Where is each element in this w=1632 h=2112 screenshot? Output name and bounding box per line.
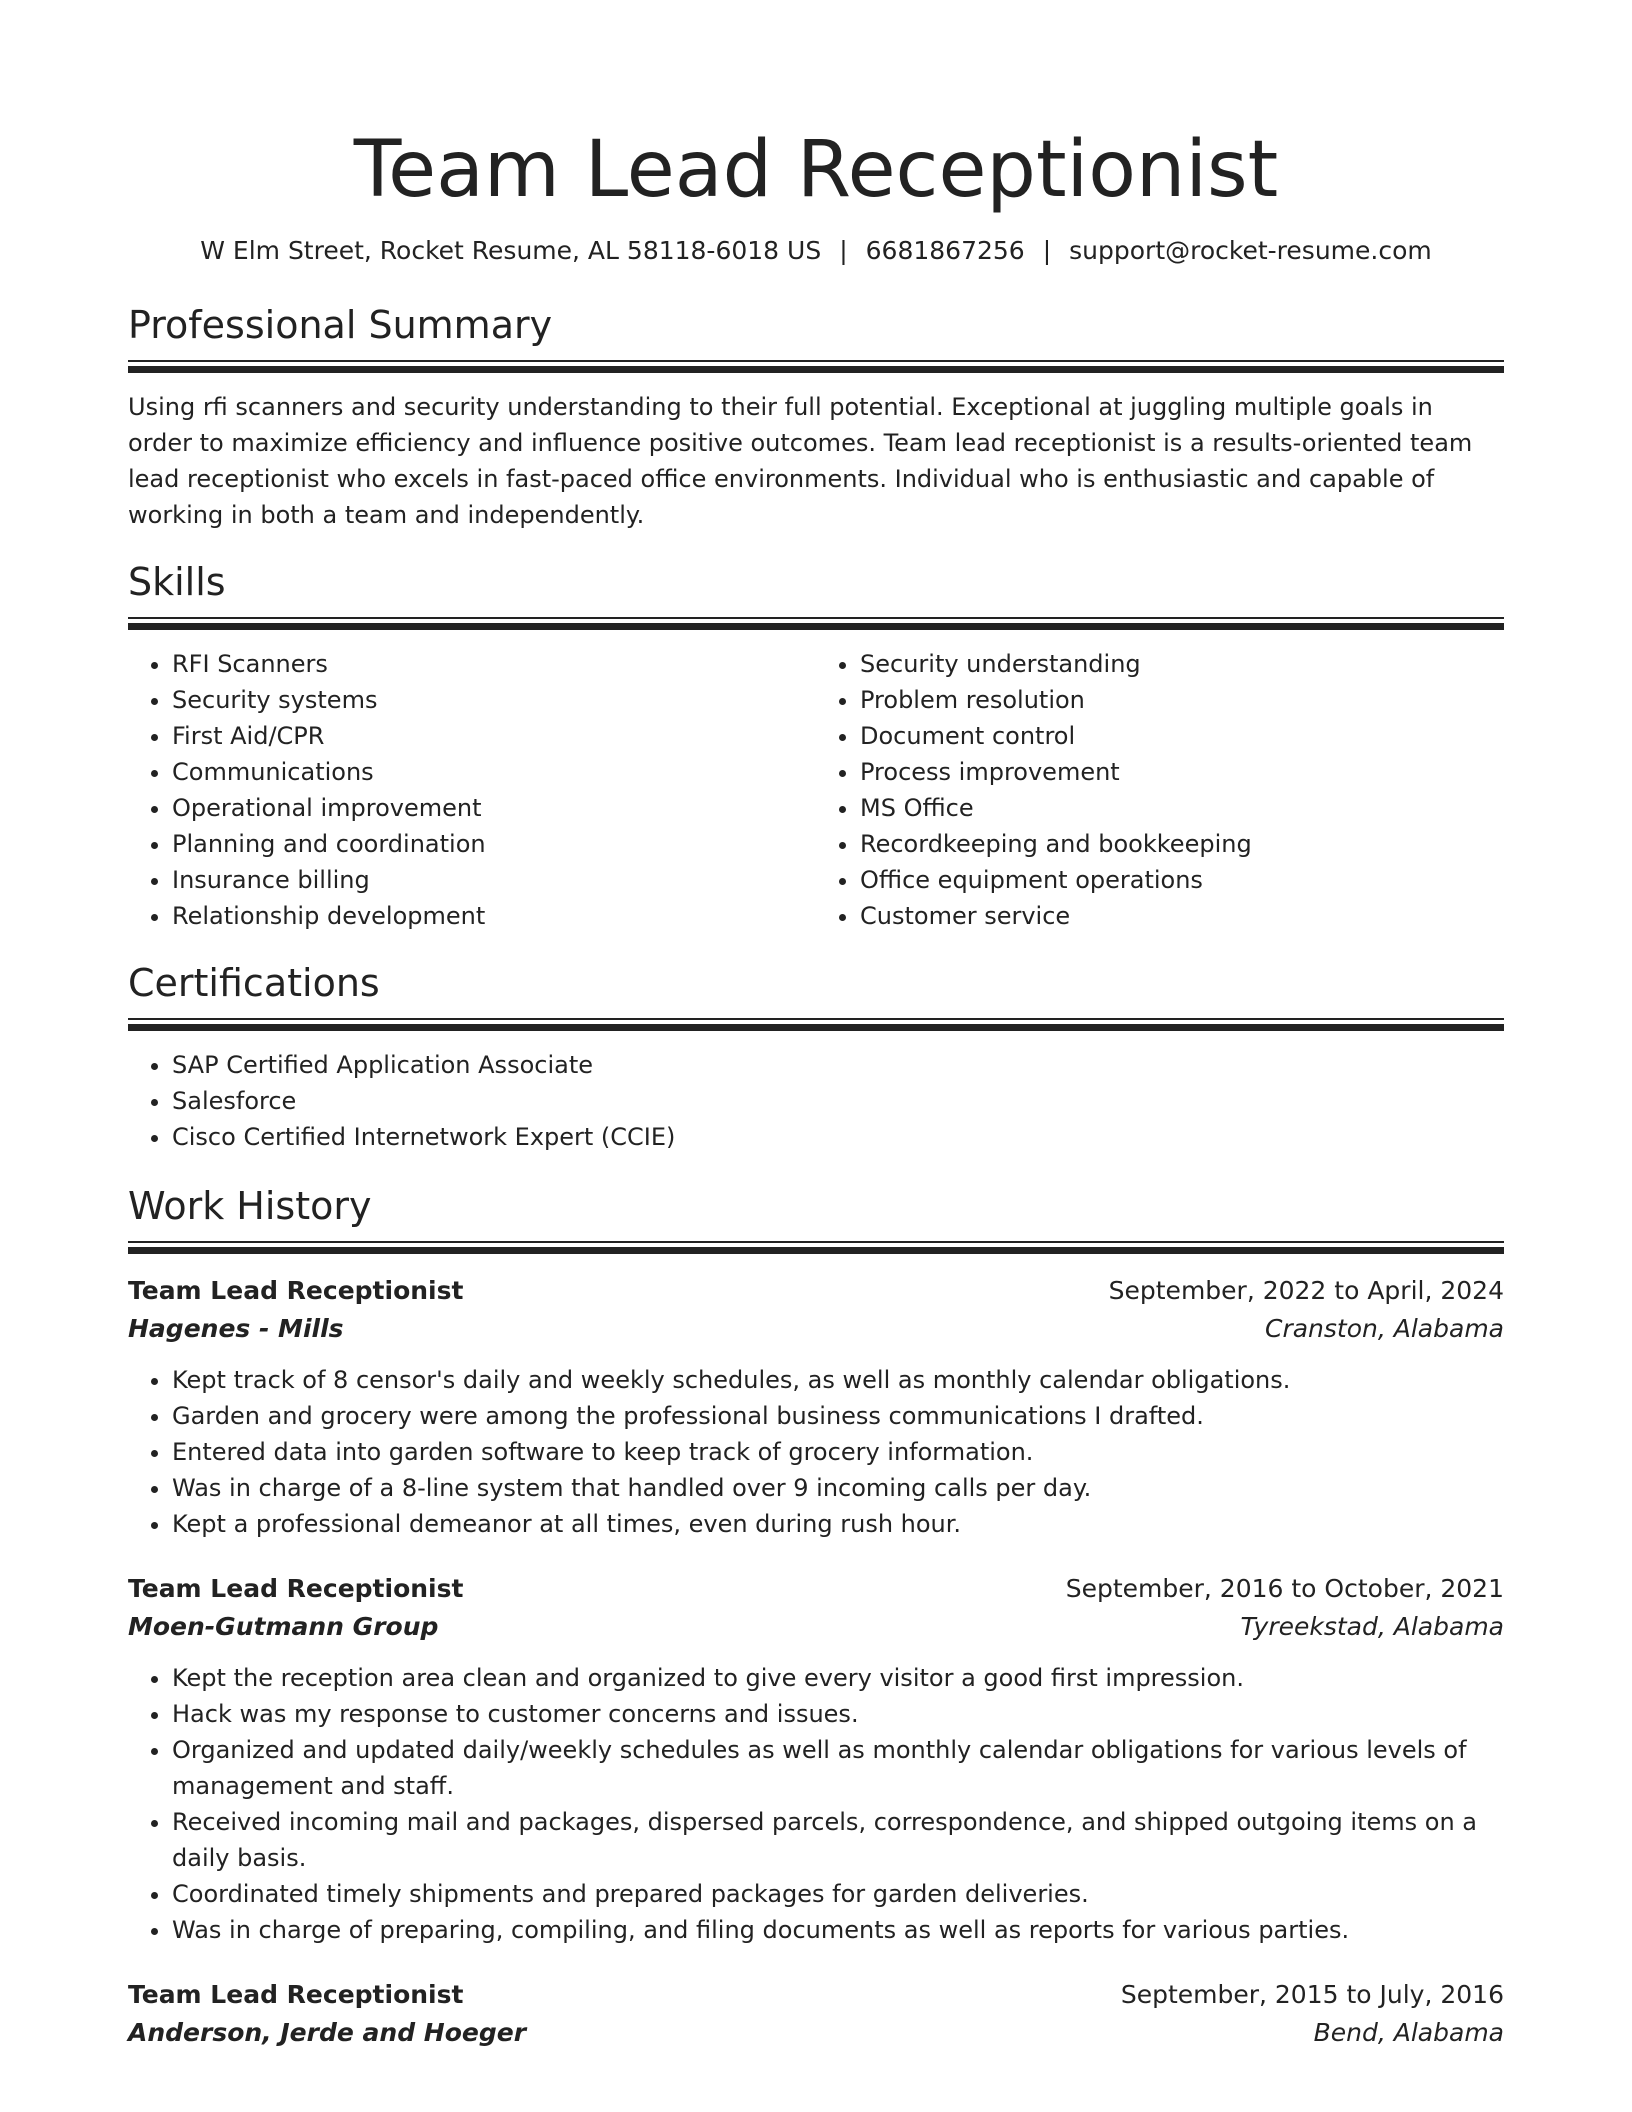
job-company: Anderson, Jerde and Hoeger xyxy=(128,2018,527,2047)
certification-item: • SAP Certified Application Associate xyxy=(172,1047,1504,1083)
job-entry xyxy=(128,1272,1504,1542)
resume-name: Team Lead Receptionist xyxy=(353,125,1279,215)
job-bullet: • Kept the reception area clean and organized to give every visitor a good first impression. xyxy=(172,1660,1504,1696)
job-bullet: • Was in charge of preparing, compiling, and filing documents as well as reports for various parties. xyxy=(172,1912,1504,1948)
job-bullet: • Kept track of 8 censor's daily and weekly schedules, as well as monthly calendar obligations. xyxy=(172,1362,1504,1398)
job-bullet: • Organized and updated daily/weekly schedules as well as monthly calendar obligations for various levels of management and staff. xyxy=(172,1732,1504,1804)
skill-item: • Document control xyxy=(860,718,1504,754)
job-company-row xyxy=(128,1608,1504,1646)
contact-separator: | xyxy=(839,236,848,265)
job-company: Hagenes - Mills xyxy=(128,1314,344,1343)
skill-item: • First Aid/CPR xyxy=(172,718,816,754)
skills-list-right xyxy=(816,646,1504,934)
section-divider xyxy=(128,1241,1504,1254)
job-title: Team Lead Receptionist xyxy=(128,1574,464,1603)
work-history-section xyxy=(128,1183,1504,2052)
section-divider xyxy=(128,1018,1504,1031)
contact-address: W Elm Street, Rocket Resume, AL 58118-6018 US xyxy=(200,236,822,265)
job-dates: September, 2022 to April, 2024 xyxy=(1108,1276,1504,1305)
section-title-work-history: Work History xyxy=(128,1184,372,1228)
skill-item: • Office equipment operations xyxy=(860,862,1504,898)
skill-item: • Planning and coordination xyxy=(172,826,816,862)
job-bullet: • Kept a professional demeanor at all times, even during rush hour. xyxy=(172,1506,1504,1542)
skill-item: • Customer service xyxy=(860,898,1504,934)
job-bullet: • Entered data into garden software to keep track of grocery information. xyxy=(172,1434,1504,1470)
certification-item: • Salesforce xyxy=(172,1083,1504,1119)
skill-item: • RFI Scanners xyxy=(172,646,816,682)
section-title-summary: Professional Summary xyxy=(128,303,553,347)
skills-column-left xyxy=(128,646,816,934)
job-bullet: • Coordinated timely shipments and prepared packages for garden deliveries. xyxy=(172,1876,1504,1912)
section-title-skills: Skills xyxy=(128,560,226,604)
contact-phone: 6681867256 xyxy=(865,236,1025,265)
summary-text: Using rfi scanners and security understanding to their full potential. Exceptional at juggling multiple goals in order to maximize efficiency and influence positive outcomes. Team lead receptionist is a results-oriented team lead receptionist who excels in fast-paced office environments. Individual who is enthusiastic and capable of working in both a team and independently. xyxy=(128,393,1473,529)
skill-item: • Recordkeeping and bookkeeping xyxy=(860,826,1504,862)
skill-item: • Security systems xyxy=(172,682,816,718)
contact-separator: | xyxy=(1042,236,1052,265)
job-location: Tyreekstad, Alabama xyxy=(1240,1612,1504,1641)
certifications-list xyxy=(128,1047,1504,1155)
skill-item: • Communications xyxy=(172,754,816,790)
section-divider xyxy=(128,360,1504,373)
section-title-certifications: Certifications xyxy=(128,961,380,1005)
job-title-row xyxy=(128,1570,1504,1608)
job-entry xyxy=(128,1570,1504,1948)
job-location: Cranston, Alabama xyxy=(1265,1314,1504,1343)
job-bullet: • Garden and grocery were among the professional business communications I drafted. xyxy=(172,1398,1504,1434)
job-title: Team Lead Receptionist xyxy=(128,1980,464,2009)
job-bullet: • Received incoming mail and packages, dispersed parcels, correspondence, and shipped outgoing items on a daily basis. xyxy=(172,1804,1504,1876)
job-company-row xyxy=(128,1310,1504,1348)
certification-item: • Cisco Certified Internetwork Expert (CCIE) xyxy=(172,1119,1504,1155)
skills-column-right xyxy=(816,646,1504,934)
skill-item: • Relationship development xyxy=(172,898,816,934)
skill-item: • MS Office xyxy=(860,790,1504,826)
skills-section xyxy=(128,559,1504,934)
summary-section xyxy=(128,302,1504,533)
job-bullet: • Hack was my response to customer concerns and issues. xyxy=(172,1696,1504,1732)
job-dates: September, 2016 to October, 2021 xyxy=(1065,1574,1504,1603)
skill-item: • Process improvement xyxy=(860,754,1504,790)
job-title-row xyxy=(128,1976,1504,2014)
skills-list-left xyxy=(128,646,816,934)
skill-item: • Problem resolution xyxy=(860,682,1504,718)
contact-email: support@rocket-resume.com xyxy=(1069,236,1432,265)
job-title-row xyxy=(128,1272,1504,1310)
certifications-section xyxy=(128,960,1504,1155)
job-bullet: • Was in charge of a 8-line system that handled over 9 incoming calls per day. xyxy=(172,1470,1504,1506)
skill-item: • Operational improvement xyxy=(172,790,816,826)
skill-item: • Security understanding xyxy=(860,646,1504,682)
job-title: Team Lead Receptionist xyxy=(128,1276,464,1305)
skills-grid xyxy=(128,646,1504,934)
job-bullets xyxy=(128,1660,1504,1948)
job-company: Moen-Gutmann Group xyxy=(128,1612,439,1641)
job-dates: September, 2015 to July, 2016 xyxy=(1120,1980,1504,2009)
contact-line xyxy=(128,234,1504,268)
job-location: Bend, Alabama xyxy=(1313,2018,1504,2047)
section-divider xyxy=(128,617,1504,630)
skill-item: • Insurance billing xyxy=(172,862,816,898)
job-company-row xyxy=(128,2014,1504,2052)
job-entry xyxy=(128,1976,1504,2052)
job-bullets xyxy=(128,1362,1504,1542)
